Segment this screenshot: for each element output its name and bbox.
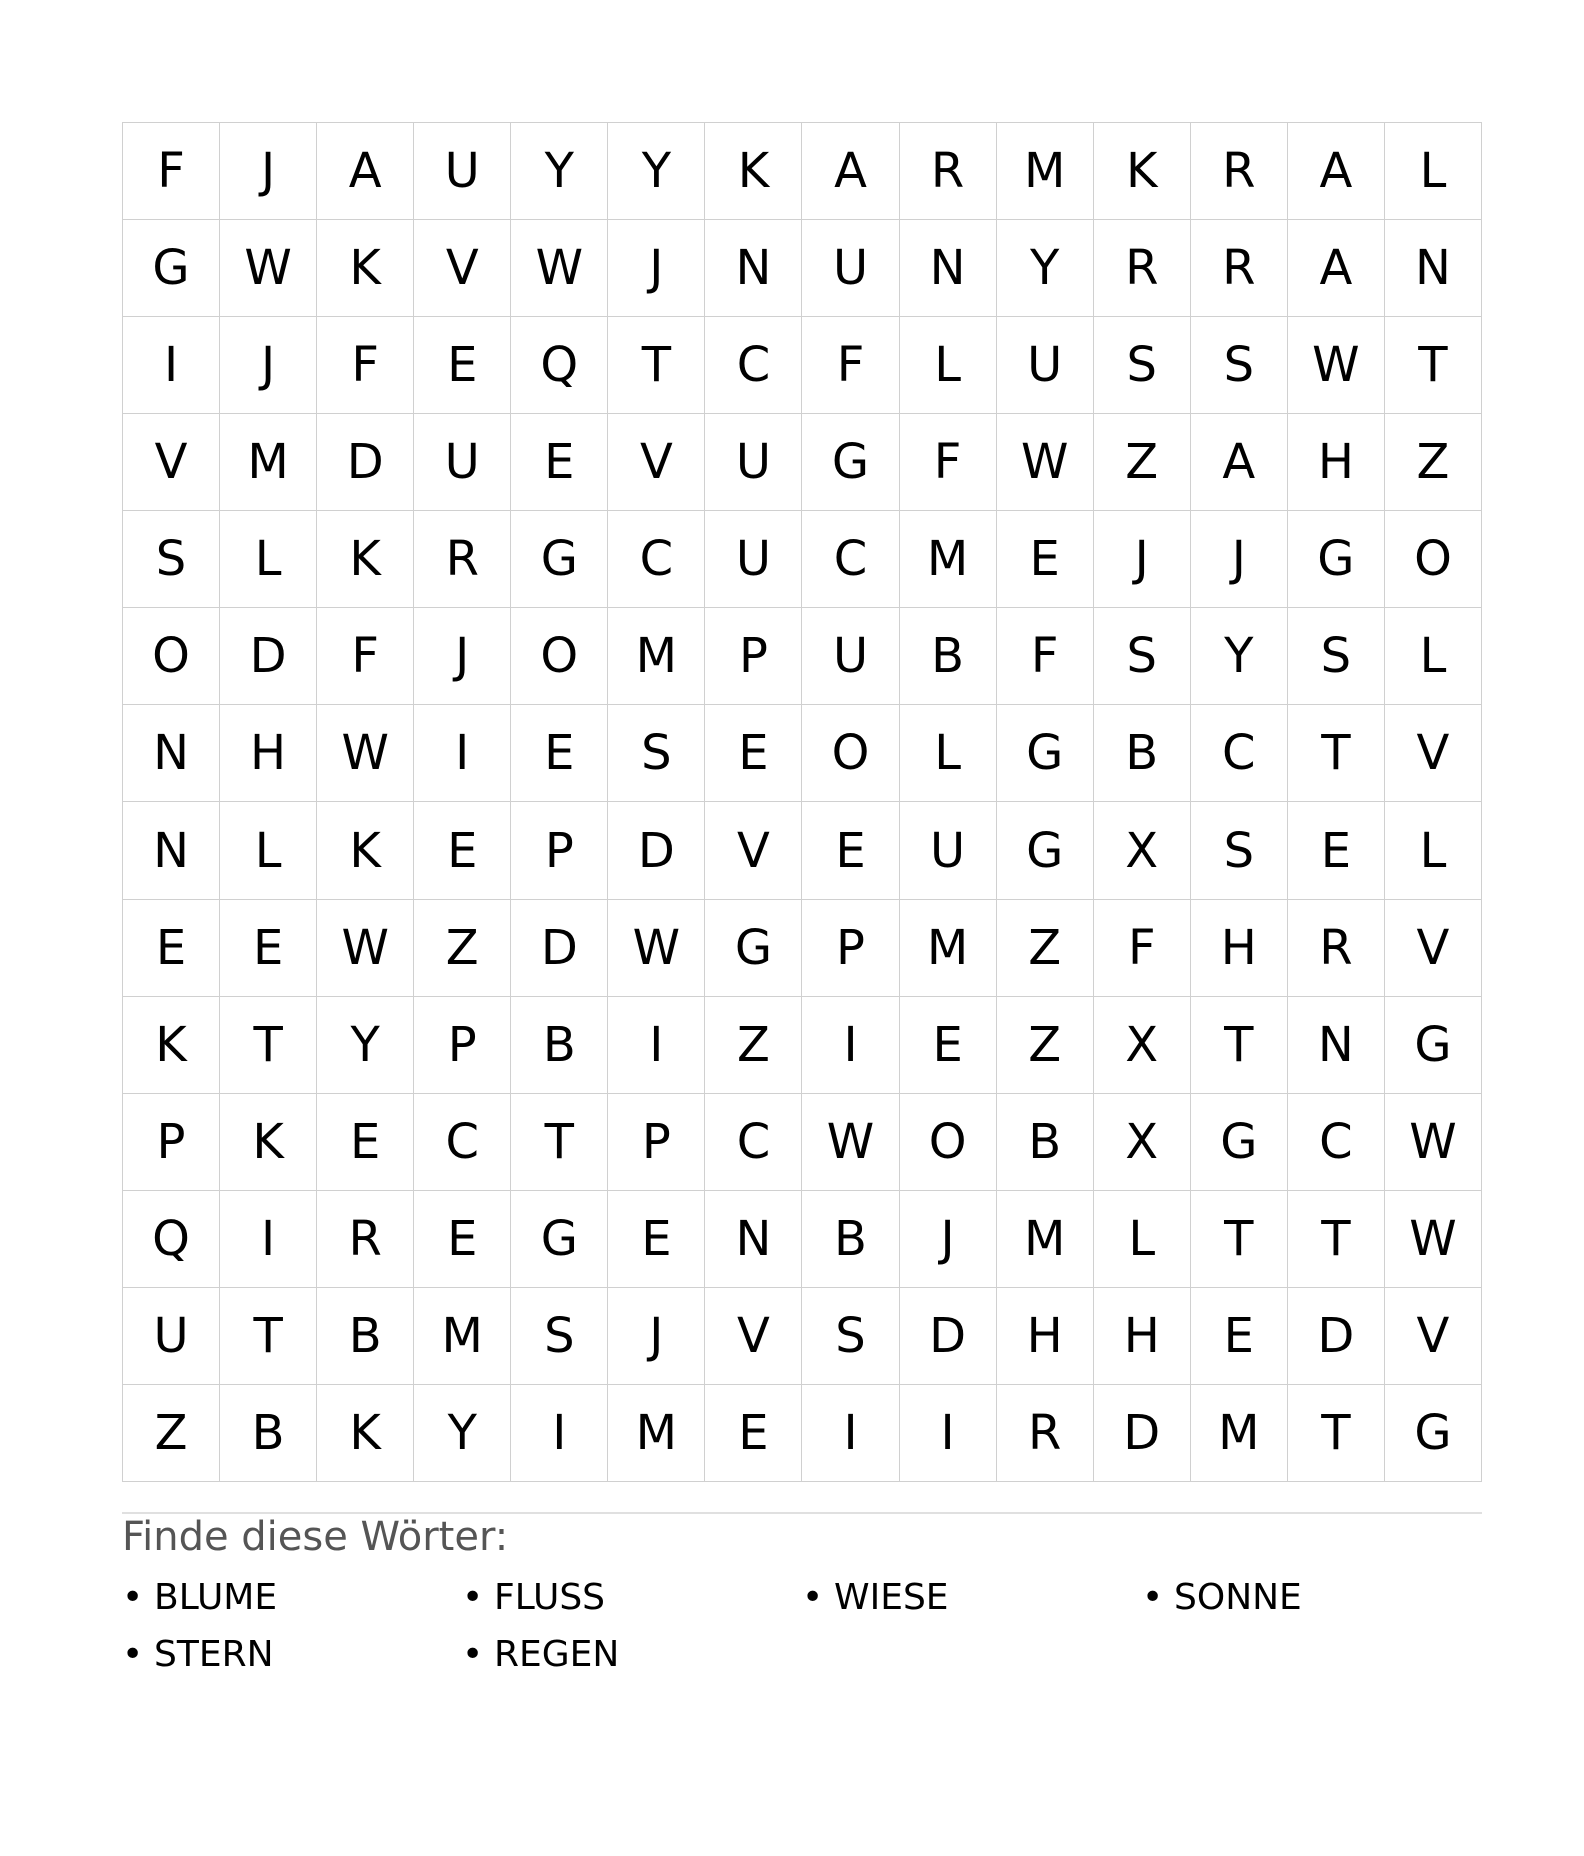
- grid-cell[interactable]: U: [705, 511, 802, 608]
- grid-cell[interactable]: G: [1191, 1094, 1288, 1191]
- grid-cell[interactable]: Y: [511, 123, 608, 220]
- grid-cell[interactable]: W: [317, 705, 414, 802]
- word-list-item: [802, 1574, 1142, 1631]
- grid-cell[interactable]: F: [997, 608, 1094, 705]
- bullet-icon: •: [802, 1577, 824, 1618]
- grid-cell[interactable]: V: [705, 802, 802, 899]
- grid-cell[interactable]: W: [802, 1094, 899, 1191]
- grid-cell[interactable]: U: [705, 414, 802, 511]
- grid-cell[interactable]: Y: [317, 997, 414, 1094]
- grid-cell[interactable]: B: [802, 1191, 899, 1288]
- grid-cell[interactable]: E: [123, 900, 220, 997]
- grid-cell[interactable]: Z: [414, 900, 511, 997]
- grid-cell[interactable]: R: [1191, 220, 1288, 317]
- grid-cell[interactable]: T: [1288, 1385, 1385, 1482]
- grid-cell[interactable]: O: [123, 608, 220, 705]
- grid-cell[interactable]: R: [1094, 220, 1191, 317]
- grid-cell[interactable]: K: [220, 1094, 317, 1191]
- grid-cell[interactable]: W: [1385, 1191, 1482, 1288]
- grid-cell[interactable]: G: [511, 1191, 608, 1288]
- grid-cell[interactable]: E: [900, 997, 997, 1094]
- grid-cell[interactable]: Y: [1191, 608, 1288, 705]
- grid-cell[interactable]: F: [123, 123, 220, 220]
- grid-cell[interactable]: A: [1191, 414, 1288, 511]
- letter-grid: [122, 122, 1482, 1482]
- grid-cell[interactable]: J: [220, 123, 317, 220]
- grid-cell[interactable]: P: [608, 1094, 705, 1191]
- grid-cell[interactable]: X: [1094, 802, 1191, 899]
- grid-cell[interactable]: J: [900, 1191, 997, 1288]
- grid-cell[interactable]: K: [317, 511, 414, 608]
- grid-cell[interactable]: T: [1191, 997, 1288, 1094]
- grid-cell[interactable]: H: [1288, 414, 1385, 511]
- grid-cell[interactable]: Q: [511, 317, 608, 414]
- grid-cell[interactable]: H: [997, 1288, 1094, 1385]
- grid-cell[interactable]: Z: [997, 900, 1094, 997]
- grid-cell[interactable]: M: [997, 1191, 1094, 1288]
- word-label: REGEN: [494, 1634, 620, 1675]
- grid-cell[interactable]: G: [705, 900, 802, 997]
- word-list-heading: Finde diese Wörter:: [122, 1514, 509, 1560]
- grid-cell[interactable]: Z: [123, 1385, 220, 1482]
- grid-cell[interactable]: U: [123, 1288, 220, 1385]
- grid-cell[interactable]: U: [414, 123, 511, 220]
- grid-cell[interactable]: W: [1385, 1094, 1482, 1191]
- grid-cell[interactable]: N: [123, 802, 220, 899]
- grid-cell[interactable]: E: [705, 1385, 802, 1482]
- grid-cell[interactable]: D: [608, 802, 705, 899]
- grid-cell[interactable]: P: [802, 900, 899, 997]
- grid-cell[interactable]: Y: [414, 1385, 511, 1482]
- grid-cell[interactable]: E: [802, 802, 899, 899]
- grid-cell[interactable]: G: [123, 220, 220, 317]
- grid-cell[interactable]: C: [608, 511, 705, 608]
- grid-cell[interactable]: I: [220, 1191, 317, 1288]
- grid-cell[interactable]: L: [220, 802, 317, 899]
- grid-cell[interactable]: V: [123, 414, 220, 511]
- grid-cell[interactable]: V: [1385, 900, 1482, 997]
- grid-cell[interactable]: W: [511, 220, 608, 317]
- grid-cell[interactable]: N: [123, 705, 220, 802]
- grid-cell[interactable]: A: [1288, 220, 1385, 317]
- grid-cell[interactable]: I: [900, 1385, 997, 1482]
- grid-cell[interactable]: M: [220, 414, 317, 511]
- grid-cell[interactable]: R: [1191, 123, 1288, 220]
- grid-cell[interactable]: L: [1094, 1191, 1191, 1288]
- grid-cell[interactable]: C: [705, 1094, 802, 1191]
- grid-cell[interactable]: L: [900, 317, 997, 414]
- grid-cell[interactable]: T: [220, 997, 317, 1094]
- word-list-item: [1142, 1574, 1482, 1631]
- grid-cell[interactable]: S: [802, 1288, 899, 1385]
- grid-cell[interactable]: F: [900, 414, 997, 511]
- grid-cell[interactable]: J: [220, 317, 317, 414]
- grid-cell[interactable]: G: [1288, 511, 1385, 608]
- bullet-icon: •: [462, 1634, 484, 1675]
- grid-cell[interactable]: W: [220, 220, 317, 317]
- grid-cell[interactable]: V: [608, 414, 705, 511]
- grid-cell[interactable]: B: [220, 1385, 317, 1482]
- grid-cell[interactable]: T: [511, 1094, 608, 1191]
- grid-cell[interactable]: U: [802, 220, 899, 317]
- grid-cell[interactable]: G: [511, 511, 608, 608]
- word-list-item: [462, 1631, 802, 1688]
- grid-cell[interactable]: F: [317, 317, 414, 414]
- grid-cell[interactable]: M: [608, 1385, 705, 1482]
- grid-cell[interactable]: U: [802, 608, 899, 705]
- grid-cell[interactable]: E: [414, 802, 511, 899]
- grid-cell[interactable]: R: [1288, 900, 1385, 997]
- grid-cell[interactable]: T: [608, 317, 705, 414]
- grid-cell[interactable]: B: [511, 997, 608, 1094]
- grid-cell[interactable]: I: [414, 705, 511, 802]
- grid-cell[interactable]: I: [511, 1385, 608, 1482]
- grid-cell[interactable]: R: [317, 1191, 414, 1288]
- grid-cell[interactable]: I: [802, 997, 899, 1094]
- grid-cell[interactable]: F: [802, 317, 899, 414]
- grid-cell[interactable]: W: [1288, 317, 1385, 414]
- grid-cell[interactable]: E: [317, 1094, 414, 1191]
- grid-cell[interactable]: R: [900, 123, 997, 220]
- bullet-icon: •: [1142, 1577, 1164, 1618]
- grid-cell[interactable]: E: [608, 1191, 705, 1288]
- grid-cell[interactable]: O: [900, 1094, 997, 1191]
- grid-cell[interactable]: D: [220, 608, 317, 705]
- grid-cell[interactable]: G: [1385, 1385, 1482, 1482]
- grid-cell[interactable]: S: [1191, 802, 1288, 899]
- grid-cell[interactable]: Y: [608, 123, 705, 220]
- grid-cell[interactable]: M: [997, 123, 1094, 220]
- grid-cell[interactable]: E: [414, 317, 511, 414]
- grid-cell[interactable]: M: [414, 1288, 511, 1385]
- grid-cell[interactable]: D: [317, 414, 414, 511]
- grid-cell[interactable]: V: [705, 1288, 802, 1385]
- grid-cell[interactable]: A: [802, 123, 899, 220]
- grid-cell[interactable]: S: [1288, 608, 1385, 705]
- grid-cell[interactable]: T: [220, 1288, 317, 1385]
- grid-cell[interactable]: E: [1288, 802, 1385, 899]
- bullet-icon: •: [122, 1577, 144, 1618]
- grid-cell[interactable]: E: [705, 705, 802, 802]
- grid-cell[interactable]: C: [1288, 1094, 1385, 1191]
- grid-cell[interactable]: L: [220, 511, 317, 608]
- grid-cell[interactable]: B: [317, 1288, 414, 1385]
- grid-cell[interactable]: A: [1288, 123, 1385, 220]
- grid-cell[interactable]: R: [414, 511, 511, 608]
- grid-cell[interactable]: G: [997, 802, 1094, 899]
- bullet-icon: •: [122, 1634, 144, 1675]
- grid-cell[interactable]: L: [900, 705, 997, 802]
- grid-cell[interactable]: L: [1385, 802, 1482, 899]
- word-label: STERN: [154, 1634, 274, 1675]
- grid-cell[interactable]: M: [900, 900, 997, 997]
- grid-cell[interactable]: E: [1191, 1288, 1288, 1385]
- grid-cell[interactable]: Z: [1094, 414, 1191, 511]
- grid-cell[interactable]: Y: [997, 220, 1094, 317]
- grid-cell[interactable]: C: [802, 511, 899, 608]
- grid-cell[interactable]: N: [705, 220, 802, 317]
- grid-cell[interactable]: E: [220, 900, 317, 997]
- grid-cell[interactable]: B: [1094, 705, 1191, 802]
- grid-cell[interactable]: K: [1094, 123, 1191, 220]
- word-list-item: [122, 1631, 462, 1688]
- grid-cell[interactable]: H: [1191, 900, 1288, 997]
- grid-cell[interactable]: P: [414, 997, 511, 1094]
- grid-cell[interactable]: Z: [1385, 414, 1482, 511]
- grid-cell[interactable]: I: [608, 997, 705, 1094]
- grid-cell[interactable]: K: [123, 997, 220, 1094]
- grid-cell[interactable]: C: [414, 1094, 511, 1191]
- grid-cell[interactable]: C: [1191, 705, 1288, 802]
- grid-cell[interactable]: K: [317, 802, 414, 899]
- word-label: FLUSS: [494, 1577, 606, 1618]
- grid-cell[interactable]: R: [997, 1385, 1094, 1482]
- grid-cell[interactable]: Z: [997, 997, 1094, 1094]
- word-list-item: [462, 1574, 802, 1631]
- grid-cell[interactable]: N: [900, 220, 997, 317]
- grid-cell[interactable]: G: [997, 705, 1094, 802]
- grid-cell[interactable]: M: [608, 608, 705, 705]
- grid-cell[interactable]: U: [997, 317, 1094, 414]
- grid-cell[interactable]: M: [1191, 1385, 1288, 1482]
- grid-cell[interactable]: U: [900, 802, 997, 899]
- grid-cell[interactable]: I: [123, 317, 220, 414]
- grid-cell[interactable]: V: [1385, 1288, 1482, 1385]
- grid-cell[interactable]: Q: [123, 1191, 220, 1288]
- grid-cell[interactable]: E: [511, 414, 608, 511]
- grid-cell[interactable]: E: [997, 511, 1094, 608]
- grid-cell[interactable]: T: [1385, 317, 1482, 414]
- grid-cell[interactable]: F: [317, 608, 414, 705]
- grid-cell[interactable]: S: [1094, 608, 1191, 705]
- grid-cell[interactable]: B: [900, 608, 997, 705]
- grid-cell[interactable]: Z: [705, 997, 802, 1094]
- grid-cell[interactable]: V: [1385, 705, 1482, 802]
- word-label: WIESE: [834, 1577, 949, 1618]
- grid-cell[interactable]: J: [608, 1288, 705, 1385]
- grid-cell[interactable]: J: [608, 220, 705, 317]
- word-list: [122, 1574, 1482, 1688]
- grid-cell[interactable]: I: [802, 1385, 899, 1482]
- grid-cell[interactable]: G: [802, 414, 899, 511]
- grid-cell[interactable]: B: [997, 1094, 1094, 1191]
- grid-cell[interactable]: K: [317, 220, 414, 317]
- grid-cell[interactable]: S: [1191, 317, 1288, 414]
- grid-cell[interactable]: O: [1385, 511, 1482, 608]
- grid-cell[interactable]: T: [1191, 1191, 1288, 1288]
- grid-cell[interactable]: K: [317, 1385, 414, 1482]
- grid-cell[interactable]: D: [1288, 1288, 1385, 1385]
- word-label: SONNE: [1174, 1577, 1302, 1618]
- grid-cell[interactable]: S: [511, 1288, 608, 1385]
- grid-cell[interactable]: H: [220, 705, 317, 802]
- grid-cell[interactable]: T: [1288, 705, 1385, 802]
- grid-cell[interactable]: X: [1094, 997, 1191, 1094]
- grid-cell[interactable]: E: [511, 705, 608, 802]
- grid-cell[interactable]: S: [608, 705, 705, 802]
- grid-cell[interactable]: P: [123, 1094, 220, 1191]
- grid-cell[interactable]: M: [900, 511, 997, 608]
- grid-cell[interactable]: O: [511, 608, 608, 705]
- grid-cell[interactable]: K: [705, 123, 802, 220]
- grid-cell[interactable]: O: [802, 705, 899, 802]
- grid-cell[interactable]: N: [1385, 220, 1482, 317]
- grid-cell[interactable]: T: [1288, 1191, 1385, 1288]
- grid-cell[interactable]: J: [1094, 511, 1191, 608]
- grid-cell[interactable]: W: [997, 414, 1094, 511]
- grid-cell[interactable]: S: [1094, 317, 1191, 414]
- grid-cell[interactable]: H: [1094, 1288, 1191, 1385]
- grid-cell[interactable]: N: [705, 1191, 802, 1288]
- grid-cell[interactable]: D: [900, 1288, 997, 1385]
- grid-cell[interactable]: F: [1094, 900, 1191, 997]
- grid-cell[interactable]: E: [414, 1191, 511, 1288]
- grid-cell[interactable]: L: [1385, 123, 1482, 220]
- grid-cell[interactable]: W: [608, 900, 705, 997]
- word-list-item: [122, 1574, 462, 1631]
- bullet-icon: •: [462, 1577, 484, 1618]
- grid-cell[interactable]: D: [1094, 1385, 1191, 1482]
- grid-cell[interactable]: C: [705, 317, 802, 414]
- grid-cell[interactable]: J: [414, 608, 511, 705]
- grid-cell[interactable]: X: [1094, 1094, 1191, 1191]
- word-label: BLUME: [154, 1577, 278, 1618]
- grid-cell[interactable]: D: [511, 900, 608, 997]
- grid-cell[interactable]: S: [123, 511, 220, 608]
- grid-cell[interactable]: W: [317, 900, 414, 997]
- grid-cell[interactable]: L: [1385, 608, 1482, 705]
- grid-cell[interactable]: A: [317, 123, 414, 220]
- grid-cell[interactable]: J: [1191, 511, 1288, 608]
- grid-cell[interactable]: U: [414, 414, 511, 511]
- grid-cell[interactable]: P: [511, 802, 608, 899]
- grid-cell[interactable]: G: [1385, 997, 1482, 1094]
- grid-cell[interactable]: V: [414, 220, 511, 317]
- grid-cell[interactable]: P: [705, 608, 802, 705]
- grid-cell[interactable]: N: [1288, 997, 1385, 1094]
